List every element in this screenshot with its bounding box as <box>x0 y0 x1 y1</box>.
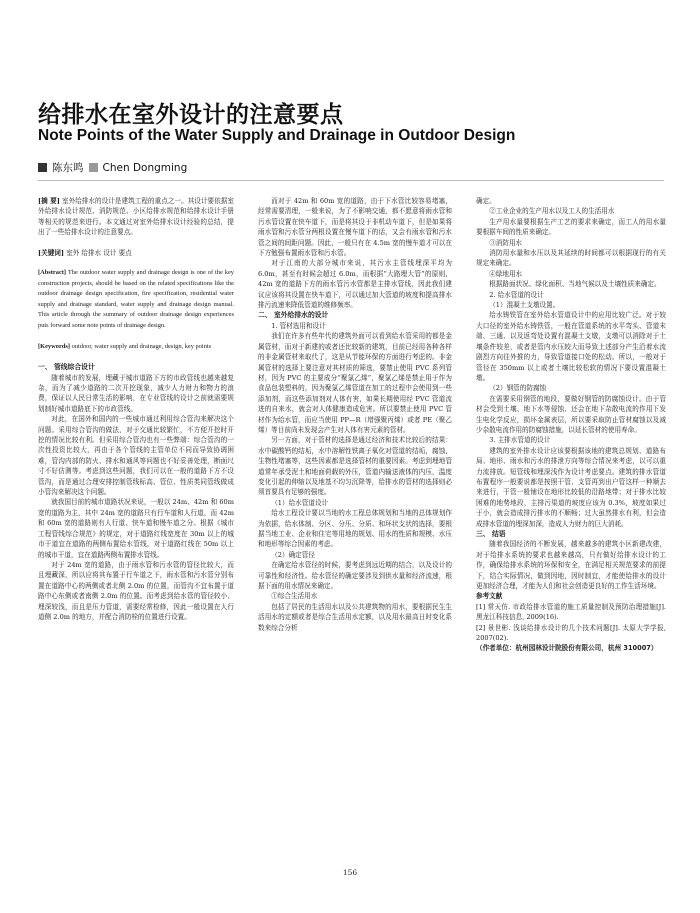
section-heading: 三、 结语 <box>476 530 506 538</box>
list-heading: ②工业企业的生产用水以及工人的生活用水 <box>489 207 615 216</box>
abstract-cn <box>38 196 234 238</box>
paragraph: 在确定给水管径的时候，要考虑到远近期的结合，以及设计的可靠性和经济性。给水管径的确定要涉及到供水量和经济流速，根据下面的用水情况来确定。 <box>258 561 452 591</box>
author-name-cn: 陈东鸣 <box>52 162 84 174</box>
abstract-en <box>38 268 234 332</box>
subsection-heading: （2）钢管的防腐蚀 <box>489 384 547 393</box>
abstract-cn-label: [摘 要] <box>38 197 60 205</box>
paragraph: 确定。 <box>476 197 496 205</box>
paragraph: 我们在许多有些年代的建筑外面可以看到给水管采用的都是金属管材，而对于新建的或者还比较新的建筑，目前已经用各种各样的非金属管材来取代了，这是从节能环保的方面进行考虑的。非金属管材的选择上要注意对其材质的筛选，要禁止使用 PVC 系列管材，因为 PVC 的主要成分“聚氯乙烯”，聚氯乙烯是禁止用于作为食品包装塑料的，因为聚氯乙烯管道在加工的过程中会使用到一些添加剂，而这些添加剂对人体有害，如果长期使用经 PVC 管道流进的自来水，就会对人体健康造成危害。所以要禁止使用 PVC 管材作为给水管，而应当使用 PP—R（增强聚丙烯）或者 PE（聚乙烯）等目前尚未发现会产生对人体有害元素的管材。 <box>258 332 452 434</box>
column-3 <box>476 196 666 654</box>
list-heading: ③消防用水 <box>489 238 523 247</box>
list-heading: ④绿地用水 <box>489 269 523 278</box>
subsection-heading: （2）确定管径 <box>271 550 315 559</box>
subsection-heading: 1. 管材选用和设计 <box>271 321 326 330</box>
paragraph: 根据路面状况、绿化面积、当地气候以及土壤性质来确定。 <box>489 280 661 289</box>
author-marker-icon <box>38 163 47 172</box>
paragraph: 在需要采用钢管的地段，要做好钢管的防腐蚀设计。由于管材会受到土壤、地下水等侵蚀、还会在地下杂散电流的作用下发生电化学反应，损坏金属表层，所以要采取防止管材腐蚀以及减少杂散电流作用的防腐蚀措施，以延长管材的使用寿命。 <box>476 394 666 434</box>
subsection-heading: （1）给水管道设计 <box>271 498 329 507</box>
keywords-en-label: [Keywords] <box>38 342 70 350</box>
abstract-en-label: [Abstract] <box>38 269 67 277</box>
page-number: 156 <box>342 868 358 877</box>
abstract-cn-text: 室外给排水的设计是建筑工程的重点之一。其设计要依据室外给排水设计规范、消防规范、小区给排水规范和给排水设计手册等相关的规范来进行。本文通过对室外给排水设计经验的总结，提出了一些给排水设计的注意要点。 <box>38 197 234 237</box>
paragraph: 给水铸铁管在室外给水管道设计中的应用比较广泛。对于较大口径的室外给水铸铁管，一般在管道系统的水平弯头、管道末端、三通、以及返弯处设置有混凝土支墩，支墩可以消除对于土壤条件较差，或者是管内水压较大而导致上述部分产生沿着水流剧烈方向往外推的力，导致管道接口处的松动。所以，一般对于管径在 350mm 以上或者土壤比较松软的情况下要设置混凝土墩。 <box>476 311 666 382</box>
paragraph: 而对于 42m 和 60m 宽的道路，由于下水管比较容易堵塞，经常需要清理，一般来说，为了不影响交通，都不愿意将雨水管和污水管设置在快车道下，而是将其设于非机动车道下，但是如果将雨水管和污水管分两根设置在慢车道下的话，又会有雨水管和污水管之间的间距问题。因此，一般只有在 4.5m 宽的慢车道才可以在下方勉强布置雨水管和污水管。 <box>258 197 452 258</box>
paragraph: 建筑的室外排水设计应该要根据该地的建筑总规划、道路布局、地形、雨水和污水的排泄方向等综合情况来考虑，以可以重力流排放。短管线和埋深浅作为设计考虑要点。建筑的排水管道布置程序一般要说都是按照干管、支管再到出户管这样一种顺去来进行，干管一般铺设在地形比较低的沿路地带；对于排水比较困难的地势地段，主排污渠道的坡度应该为 0.3%，坡度如果过于小，就会造成排污排水的不顺畅；过大虽然排水有利，但会造成排水管道的埋深加深，造成人力财力的巨大消耗。 <box>476 446 666 528</box>
keywords-cn-label: [关键词] <box>38 248 65 257</box>
keywords-cn <box>38 248 234 258</box>
column-2 <box>258 196 452 633</box>
article-title-cn: 给排水在室外设计的注意要点 <box>38 102 344 128</box>
column-1 <box>38 196 234 622</box>
paragraph: 就我国目前的城市道路状况来说，一般以 24m、42m 和 60m 宽的道路为主，其中 24m 宽的道路只有行车道和人行道，而 42m 和 60m 宽的道路则有人行道、快车道和慢车道之分。根据《城市工程管线综合规范》的规定，对于道路红线宽度在 30m 以上的城市干道宜在道路的两侧布置给水管线，对于道路红线在 50m 以上的城市干道，宜在道路两侧布置排水管线。 <box>38 498 234 559</box>
paragraph: 消防用水量和水压以及其延续的时间都可以根据现行的有关规定来确定。 <box>476 249 666 268</box>
reference-item: [1] 常天仿. 市政给排水管道的施工质量控制及预防治理措施[J]. 黑龙江科技信息, 2009(16). <box>476 602 666 622</box>
paragraph: 生产用水量要根据生产工艺的要求来确定，而工人的用水量要根据车间的性质来确定。 <box>476 217 666 237</box>
paragraph: 对于江南的大部分城市来说，其污水主管线埋深平均为 6.0m，甚至有时候会超过 6.0m，而根据“大路埋大管”的原则，42m 宽的道路下方的雨水管污水管都是主排水管线，因此我们建议应该将其设置在快车道下，可以通过加大管道的坡度和提高排水排污流速来降低管道的维修频率。 <box>258 259 452 310</box>
paragraph: 随着城市的发展，埋藏于城市道路下方的市政管线也越来越复杂，而为了减少道路的二次开挖现象，减少人力财力和物力的浪费，保证以人民日常生活的影响，在专业管线的设计之前就需要规划制好城市道路底下的市政管线。 <box>38 373 234 413</box>
author-line <box>38 160 187 175</box>
author-affiliation: （作者单位：杭州园林设计院股份有限公司，杭州 310007） <box>476 644 658 653</box>
section-heading: 一、 管线综合设计 <box>38 363 95 372</box>
subsection-heading: 3. 主排水管道的设计 <box>489 436 551 445</box>
subsection-heading: ①综合生活用水 <box>271 592 318 601</box>
keywords-en <box>38 342 234 353</box>
paragraph: 包括了居民的生活用水以及公共建筑物的用水，要根据民生生活用水的定额或者是综合生活用水定额，以及用水最高日时变化系数来综合分析 <box>258 602 452 632</box>
section-heading: 二、 室外给排水的设计 <box>258 311 329 320</box>
author-name-en: Chen Dongming <box>102 161 188 174</box>
keywords-cn-text: 室外 给排水 设计 要点 <box>66 248 132 257</box>
keywords-en-text: outdoor, water supply and drainage, design, key points <box>71 342 212 350</box>
article-title-en: Note Points of the Water Supply and Drainage in Outdoor Design <box>38 127 516 144</box>
references-heading: 参考文献 <box>476 592 503 601</box>
paragraph: 对此，在国外和国内的一些城市通过利用综合管沟来解决这个问题。采用综合管沟的做法，对于交通比较繁忙，不方便开挖时开挖的情况比较有利。但采用综合管沟也有一些弊端：综合管沟的一次性投资比较大，再由于各个管线的主管单位不同而导致协调困难，管沟内部的防火、排水和通风等问题也不好妥善处理，断面尺寸不好估测等。考虑到这些问题，我们可以在一般的道路下方不设管沟，而是通过合理安排控制管线标高、管位、性质类同管线做成小管沟来解决这个问题。 <box>38 415 234 497</box>
subsection-heading: 2. 给水管道的设计 <box>489 290 544 299</box>
reference-item: [2] 景世彬. 浅谈给排水设计的几个技术问题[J]. 太原大学学报, 2007(02). <box>476 623 666 643</box>
paragraph: 对于 24m 宽的道路，由于雨水管和污水管的管径比较大，而且埋藏深，所以应将其布置于行车道之下，雨水管和污水管分别布置在道路中心的两侧或者北侧 2.0m 的位置，而管沟不宜布置于道路中心东侧或者南侧 2.0m 的位置。而考虑到给水管的管径较小、埋深较浅，而且是压力管道，需要经常检修，因此一般设置在人行道侧 2.0m 的地方，并配合消防栓的位置进行设置。 <box>38 560 234 621</box>
paragraph: 随着我国经济的不断发展，越来越多的建筑小区新建改建，对于给排水系统的要求也越来越高，只有做好给排水设计的工作，确保给排水系统的环保和安全，在满足相关规范要求的前提下，结合实际情况，做到因地，因时制宜，才能使给排水的设计更加经济合理，才能为人们和社会创造更良好的工作生活环境。 <box>476 540 666 591</box>
subsection-heading: （1）混凝土支墩设置。 <box>489 301 560 310</box>
abstract-en-text: The outdoor water supply and drainage design is one of the key construction projects, should be based on the related specifications like the outdoor drainage design specification, fire specification, residential water supply and drainage standard, water supply and drainage design manual. This article through the summary of outdoor drainage design experiences puts forward some note points of drainage design. <box>38 269 234 329</box>
header-divider <box>38 180 664 181</box>
paragraph: 另一方面，对于管材的选择是通过经济和技术比较后的结果：水中碳酸钙的结垢，水中溶解性铁离子氧化对管道的结垢，腐蚀，生物性堵塞等，这些因素都是选择管材的重要因素。考虑到埋地管道常年承受泥土和地面荷载的外压，管道内输送液体的内压，温度变化引起的伸缩以及地基不均匀沉降等，给排水的管材的选择则必须首要具有足够的强度。 <box>258 436 452 497</box>
author-marker-light-icon <box>89 163 98 172</box>
paragraph: 给水工程设计要以当地的水工程总体规划和当地的总体规划作为依据，给水体制、分区、分压、分质、和环状支状的选择，要根据当地工业、企业和住宅等用地的规划、用水的性质和规模、水压和地形等综合因素的考虑。 <box>258 509 452 549</box>
